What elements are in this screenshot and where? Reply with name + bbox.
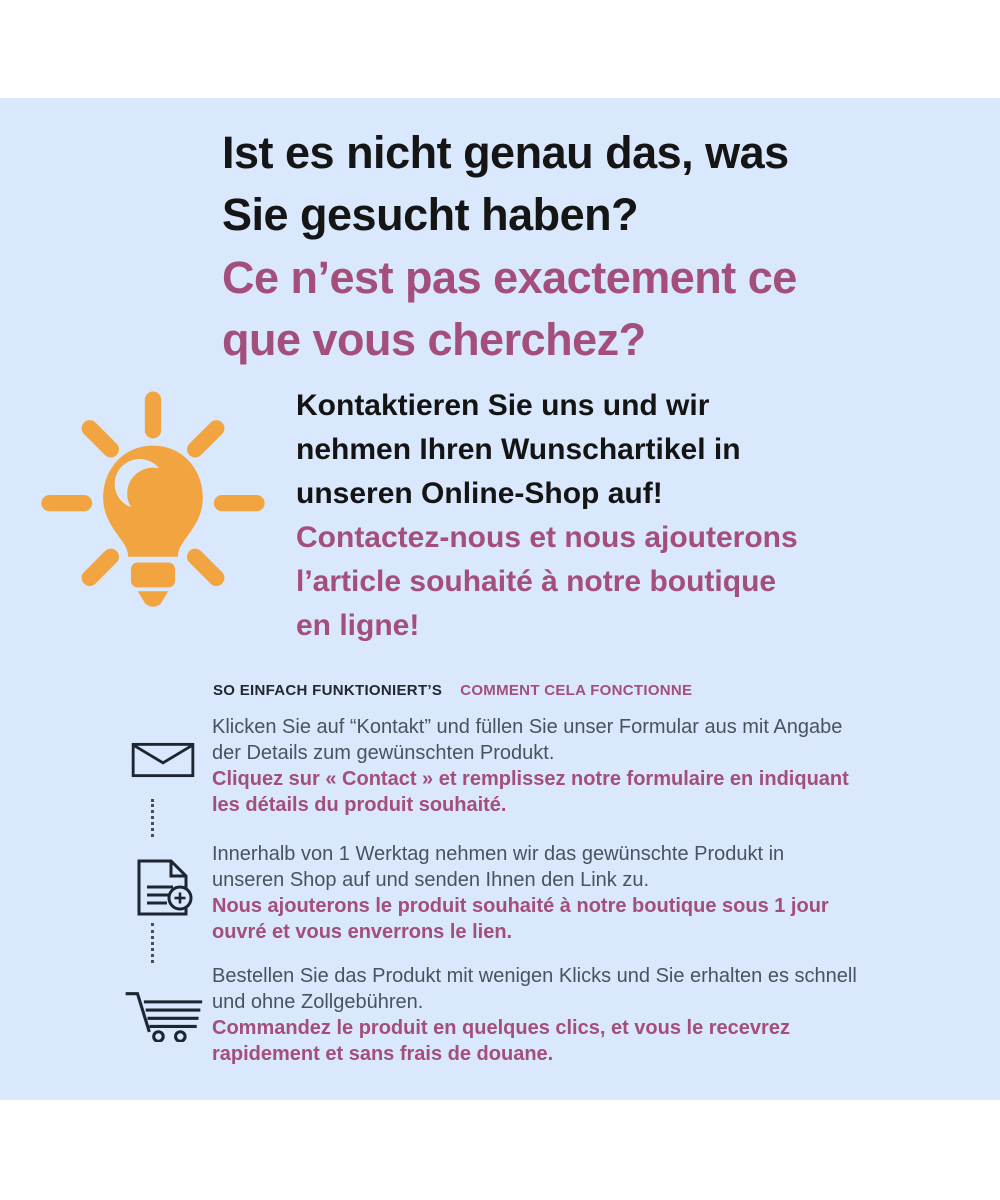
step-1-french: [212, 766, 972, 818]
headline-german-line: Sie gesucht haben?: [222, 189, 639, 240]
step-2-french-line: Nous ajouterons le produit souhaité à notre boutique sous 1 jour: [212, 895, 829, 917]
intro-german: [296, 384, 741, 516]
dotted-connector: [151, 799, 154, 837]
headline-french: [222, 247, 797, 371]
how-it-works-title-german: SO EINFACH FUNKTIONIERT’S: [213, 682, 443, 699]
step-3-german-line: und ohne Zollgebühren.: [212, 991, 424, 1013]
intro-french-line: en ligne!: [296, 609, 420, 642]
how-it-works-title: [213, 682, 692, 699]
intro-french-line: Contactez-nous et nous ajouterons: [296, 521, 798, 554]
step-2-german: [212, 841, 972, 893]
step-3-text: [212, 963, 972, 1067]
how-it-works-title-french: COMMENT CELA FONCTIONNE: [460, 682, 693, 699]
step-3-french-line: Commandez le produit en quelques clics, et vous le recevrez: [212, 1017, 790, 1039]
step-1-german: [212, 714, 972, 766]
step-3-german-line: Bestellen Sie das Produkt mit wenigen Klicks und Sie erhalten es schnell: [212, 965, 857, 987]
step-2-german-line: Innerhalb von 1 Werktag nehmen wir das gewünschte Produkt in: [212, 843, 785, 865]
document-add-icon: [127, 858, 199, 918]
intro-german-line: nehmen Ihren Wunschartikel in: [296, 433, 741, 466]
step-1-german-line: Klicken Sie auf “Kontakt” und füllen Sie unser Formular aus mit Angabe: [212, 716, 843, 738]
step-1-german-line: der Details zum gewünschten Produkt.: [212, 742, 555, 764]
headline-german-line: Ist es nicht genau das, was: [222, 127, 789, 178]
dotted-connector: [151, 923, 154, 963]
step-2-german-line: unseren Shop auf und senden Ihnen den Link zu.: [212, 869, 650, 891]
intro-german-line: Kontaktieren Sie uns und wir: [296, 389, 710, 422]
step-2-french-line: ouvré et vous enverrons le lien.: [212, 921, 513, 943]
step-2-french: [212, 893, 972, 945]
envelope-icon: [130, 742, 196, 778]
intro-french: [296, 516, 798, 648]
intro-german-line: unseren Online-Shop auf!: [296, 477, 663, 510]
headline-german: [222, 122, 789, 246]
step-1-french-line: les détails du produit souhaité.: [212, 794, 507, 816]
intro-french-line: l’article souhaité à notre boutique: [296, 565, 777, 598]
step-1-text: [212, 714, 972, 818]
step-2-text: [212, 841, 972, 945]
headline-french-line: Ce n’est pas exactement ce: [222, 252, 797, 303]
step-1-french-line: Cliquez sur « Contact » et remplissez notre formulaire en indiquant: [212, 768, 849, 790]
headline-french-line: que vous cherchez?: [222, 314, 646, 365]
lightbulb-icon: [38, 390, 268, 620]
step-3-french-line: rapidement et sans frais de douane.: [212, 1043, 554, 1065]
step-3-french: [212, 1015, 972, 1067]
cart-icon: [122, 990, 204, 1042]
step-3-german: [212, 963, 972, 1015]
